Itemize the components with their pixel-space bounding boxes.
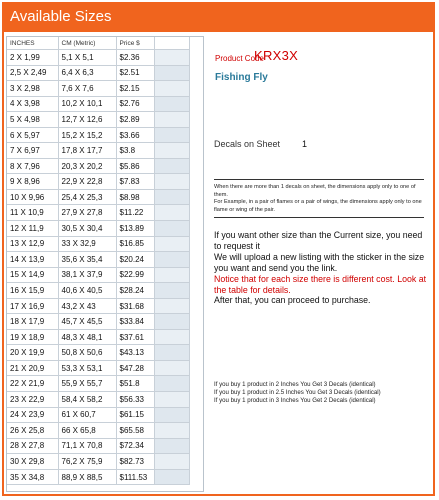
cell-cm: 25,4 X 25,3 — [58, 189, 116, 205]
cell-blank — [154, 65, 189, 81]
cell-blank — [154, 205, 189, 221]
table-row — [7, 469, 189, 485]
table-row — [7, 329, 189, 345]
cell-inches: 13 X 12,9 — [7, 236, 58, 252]
cell-blank — [154, 423, 189, 439]
cell-inches: 7 X 6,97 — [7, 143, 58, 159]
cell-inches: 20 X 19,9 — [7, 345, 58, 361]
cell-inches: 18 X 17,9 — [7, 314, 58, 330]
table-row — [7, 376, 189, 392]
table-row — [7, 283, 189, 299]
table-row — [7, 96, 189, 112]
cell-blank — [154, 236, 189, 252]
cell-cm: 53,3 X 53,1 — [58, 360, 116, 376]
cell-inches: 8 X 7,96 — [7, 158, 58, 174]
cell-blank — [154, 252, 189, 268]
cell-inches: 2,5 X 2,49 — [7, 65, 58, 81]
cell-cm: 48,3 X 48,1 — [58, 329, 116, 345]
cell-price: $2.15 — [116, 81, 154, 97]
cell-cm: 61 X 60,7 — [58, 407, 116, 423]
info-notice: Notice that for each size there is different cost. Look at the table for details. — [214, 273, 427, 295]
cell-blank — [154, 314, 189, 330]
divider-top — [214, 179, 424, 180]
cell-blank — [154, 298, 189, 314]
cell-blank — [154, 81, 189, 97]
cell-cm: 33 X 32,9 — [58, 236, 116, 252]
cell-price: $16.85 — [116, 236, 154, 252]
cell-cm: 43,2 X 43 — [58, 298, 116, 314]
table-row — [7, 438, 189, 454]
table-row — [7, 423, 189, 439]
cell-inches: 4 X 3,98 — [7, 96, 58, 112]
cell-blank — [154, 376, 189, 392]
cell-price: $2.89 — [116, 112, 154, 128]
cell-blank — [154, 221, 189, 237]
size-table-body — [7, 50, 189, 485]
column-header-blank — [154, 37, 189, 50]
cell-cm: 88,9 X 88,5 — [58, 469, 116, 485]
cell-cm: 45,7 X 45,5 — [58, 314, 116, 330]
table-row — [7, 189, 189, 205]
header-bar — [2, 2, 435, 32]
decals-on-sheet-value: 1 — [302, 139, 308, 149]
table-row — [7, 392, 189, 408]
cell-blank — [154, 407, 189, 423]
dimension-note-line-1: When there are more than 1 decals on sheet, the dimensions apply only to one of them. — [214, 184, 416, 198]
cell-blank — [154, 329, 189, 345]
cell-cm: 17,8 X 17,7 — [58, 143, 116, 159]
cell-cm: 66 X 65,8 — [58, 423, 116, 439]
table-header-row — [7, 37, 189, 50]
cell-price: $37.61 — [116, 329, 154, 345]
cell-blank — [154, 143, 189, 159]
cell-price: $28.24 — [116, 283, 154, 299]
cell-inches: 10 X 9,96 — [7, 189, 58, 205]
cell-blank — [154, 469, 189, 485]
cell-inches: 16 X 15,9 — [7, 283, 58, 299]
cell-cm: 35,6 X 35,4 — [58, 252, 116, 268]
cell-cm: 7,6 X 7,6 — [58, 81, 116, 97]
table-row — [7, 127, 189, 143]
cell-price: $8.98 — [116, 189, 154, 205]
cell-price: $3.8 — [116, 143, 154, 159]
cell-inches: 19 X 18,9 — [7, 329, 58, 345]
table-row — [7, 314, 189, 330]
cell-cm: 27,9 X 27,8 — [58, 205, 116, 221]
cell-inches: 6 X 5,97 — [7, 127, 58, 143]
cell-price: $5.86 — [116, 158, 154, 174]
cell-price: $61.15 — [116, 407, 154, 423]
cell-price: $47.28 — [116, 360, 154, 376]
cell-blank — [154, 392, 189, 408]
cell-inches: 14 X 13,9 — [7, 252, 58, 268]
cell-blank — [154, 189, 189, 205]
table-row — [7, 407, 189, 423]
cell-cm: 58,4 X 58,2 — [58, 392, 116, 408]
cell-inches: 11 X 10,9 — [7, 205, 58, 221]
cell-price: $2.51 — [116, 65, 154, 81]
quantity-info-line-2: If you buy 1 product in 2.5 Inches You Get 3 Decals (identical) — [214, 388, 381, 396]
cell-inches: 15 X 14,9 — [7, 267, 58, 283]
table-row — [7, 345, 189, 361]
table-row — [7, 205, 189, 221]
cell-cm: 5,1 X 5,1 — [58, 50, 116, 66]
info-paragraph-1: If you want other size than the Current size, you need to request it — [214, 230, 423, 251]
cell-blank — [154, 158, 189, 174]
cell-price: $22.99 — [116, 267, 154, 283]
quantity-info — [214, 381, 429, 405]
size-table — [7, 37, 190, 485]
cell-cm: 40,6 X 40,5 — [58, 283, 116, 299]
table-row — [7, 454, 189, 470]
cell-price: $2.76 — [116, 96, 154, 112]
table-row — [7, 81, 189, 97]
size-table-panel — [6, 36, 204, 492]
cell-cm: 22,9 X 22,8 — [58, 174, 116, 190]
quantity-info-line-1: If you buy 1 product in 2 Inches You Get 3 Decals (identical) — [214, 381, 376, 388]
cell-price: $31.68 — [116, 298, 154, 314]
cell-blank — [154, 96, 189, 112]
cell-price: $56.33 — [116, 392, 154, 408]
cell-inches: 9 X 8,96 — [7, 174, 58, 190]
page-title: Available Sizes — [10, 8, 112, 25]
cell-price: $51.8 — [116, 376, 154, 392]
cell-inches: 3 X 2,98 — [7, 81, 58, 97]
divider-middle — [214, 217, 424, 218]
cell-cm: 10,2 X 10,1 — [58, 96, 116, 112]
table-row — [7, 236, 189, 252]
cell-inches: 21 X 20,9 — [7, 360, 58, 376]
cell-price: $20.24 — [116, 252, 154, 268]
cell-blank — [154, 267, 189, 283]
table-row — [7, 360, 189, 376]
cell-cm: 50,8 X 50,6 — [58, 345, 116, 361]
cell-inches: 26 X 25,8 — [7, 423, 58, 439]
cell-cm: 15,2 X 15,2 — [58, 127, 116, 143]
table-row — [7, 143, 189, 159]
cell-inches: 24 X 23,9 — [7, 407, 58, 423]
info-paragraph-2: We will upload a new listing with the sticker in the size you want and send you the link. — [214, 251, 425, 273]
cell-price: $43.13 — [116, 345, 154, 361]
cell-inches: 23 X 22,9 — [7, 392, 58, 408]
cell-inches: 35 X 34,8 — [7, 469, 58, 485]
dimension-note-line-2: For Example, in a pair of flames or a pair of wings, the dimensions apply only to one flame or wing of the pair. — [214, 199, 422, 213]
cell-inches: 17 X 16,9 — [7, 298, 58, 314]
cell-cm: 71,1 X 70,8 — [58, 438, 116, 454]
product-code-label: Product Code — [215, 54, 264, 63]
cell-blank — [154, 174, 189, 190]
cell-blank — [154, 50, 189, 66]
cell-price: $65.58 — [116, 423, 154, 439]
cell-inches: 2 X 1,99 — [7, 50, 58, 66]
cell-blank — [154, 360, 189, 376]
cell-price: $11.22 — [116, 205, 154, 221]
cell-cm: 20,3 X 20,2 — [58, 158, 116, 174]
cell-cm: 12,7 X 12,6 — [58, 112, 116, 128]
custom-size-info — [214, 230, 429, 306]
cell-cm: 38,1 X 37,9 — [58, 267, 116, 283]
cell-blank — [154, 112, 189, 128]
table-row — [7, 174, 189, 190]
cell-inches: 22 X 21,9 — [7, 376, 58, 392]
column-header-price: Price $ — [116, 37, 154, 50]
cell-cm: 55,9 X 55,7 — [58, 376, 116, 392]
table-row — [7, 50, 189, 66]
quantity-info-line-3: If you buy 1 product in 3 Inches You Get 2 Decals (identical) — [214, 396, 376, 404]
table-row — [7, 252, 189, 268]
cell-blank — [154, 438, 189, 454]
table-row — [7, 65, 189, 81]
cell-inches: 5 X 4,98 — [7, 112, 58, 128]
dimension-note — [214, 184, 424, 214]
column-header-inches: INCHES — [7, 37, 58, 50]
column-header-cm: CM (Metric) — [58, 37, 116, 50]
cell-inches: 12 X 11,9 — [7, 221, 58, 237]
table-row — [7, 298, 189, 314]
cell-price: $82.73 — [116, 454, 154, 470]
cell-blank — [154, 345, 189, 361]
product-code-value: KRX3X — [254, 48, 299, 63]
cell-blank — [154, 454, 189, 470]
table-row — [7, 158, 189, 174]
cell-blank — [154, 127, 189, 143]
table-row — [7, 267, 189, 283]
cell-price: $72.34 — [116, 438, 154, 454]
decals-on-sheet-label: Decals on Sheet — [214, 139, 281, 149]
cell-price: $7.83 — [116, 174, 154, 190]
cell-price: $2.36 — [116, 50, 154, 66]
cell-inches: 30 X 29,8 — [7, 454, 58, 470]
cell-price: $33.84 — [116, 314, 154, 330]
cell-blank — [154, 283, 189, 299]
cell-price: $13.89 — [116, 221, 154, 237]
cell-cm: 6,4 X 6,3 — [58, 65, 116, 81]
cell-inches: 28 X 27,8 — [7, 438, 58, 454]
cell-cm: 76,2 X 75,9 — [58, 454, 116, 470]
cell-price: $3.66 — [116, 127, 154, 143]
table-row — [7, 112, 189, 128]
table-row — [7, 221, 189, 237]
cell-cm: 30,5 X 30,4 — [58, 221, 116, 237]
product-name: Fishing Fly — [215, 72, 268, 83]
cell-price: $111.53 — [116, 469, 154, 485]
info-paragraph-4: After that, you can proceed to purchase. — [214, 295, 371, 306]
